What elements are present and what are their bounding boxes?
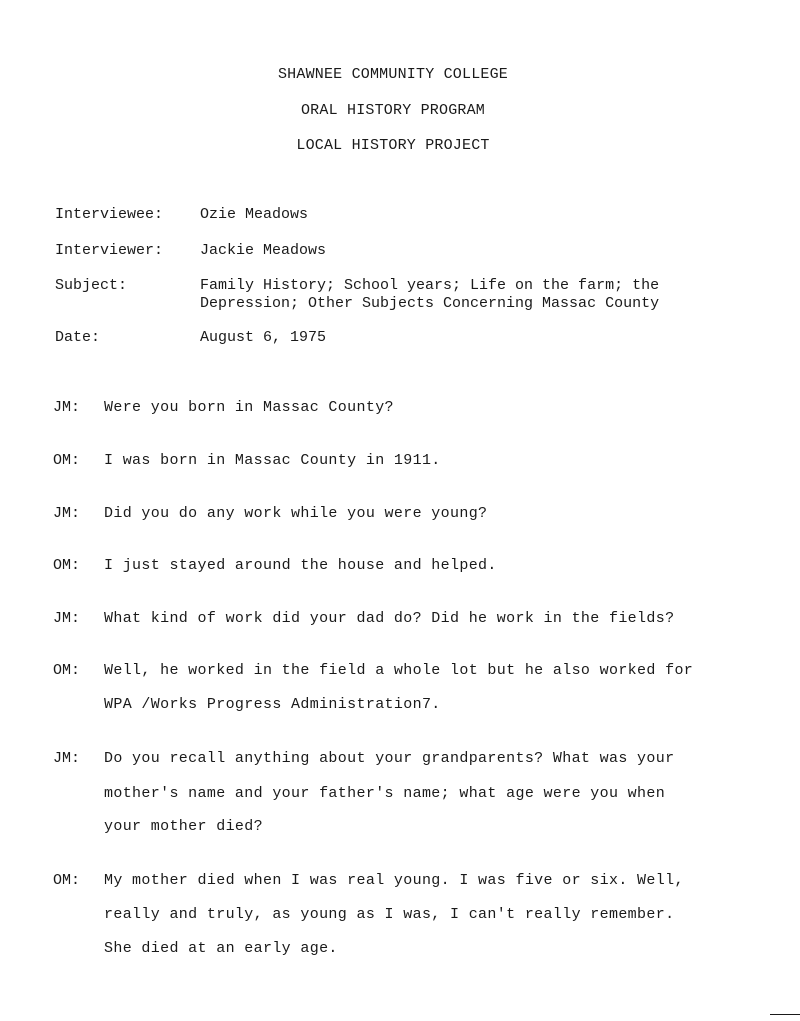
transcript-line: WPA /Works Progress Administration7. xyxy=(104,696,441,713)
transcript-line: She died at an early age. xyxy=(104,940,338,957)
interviewee-value: Ozie Meadows xyxy=(200,206,309,223)
speaker-label: OM: xyxy=(53,872,81,889)
transcript-line: Did you do any work while you were young? xyxy=(104,505,488,522)
transcript-line: your mother died? xyxy=(104,818,263,835)
speaker-label: JM: xyxy=(53,610,81,627)
project-title: LOCAL HISTORY PROJECT xyxy=(296,137,490,154)
speaker-label: JM: xyxy=(53,399,81,416)
speaker-label: JM: xyxy=(53,505,81,522)
subject-line-1: Family History; School years; Life on the farm; the xyxy=(200,277,660,294)
transcript-line: Were you born in Massac County? xyxy=(104,399,394,416)
interviewee-label: Interviewee: xyxy=(55,206,164,223)
transcript-line: What kind of work did your dad do? Did he work in the fields? xyxy=(104,610,675,627)
speaker-label: OM: xyxy=(53,452,81,469)
date-value: August 6, 1975 xyxy=(200,329,327,346)
interviewer-value: Jackie Meadows xyxy=(200,242,327,259)
transcript-line: mother's name and your father's name; what age were you when xyxy=(104,785,666,802)
college-title: SHAWNEE COMMUNITY COLLEGE xyxy=(277,66,509,83)
transcript-line: Well, he worked in the field a whole lot but he also worked for xyxy=(104,662,694,679)
interviewer-label: Interviewer: xyxy=(55,242,164,259)
transcript-line: My mother died when I was real young. I was five or six. Well, xyxy=(104,872,684,889)
transcript-line: I just stayed around the house and helped. xyxy=(104,557,497,574)
speaker-label: OM: xyxy=(53,557,81,574)
transcript-line: really and truly, as young as I was, I can't really remember. xyxy=(104,906,675,923)
page-edge-mark xyxy=(770,1014,800,1015)
speaker-label: OM: xyxy=(53,662,81,679)
subject-line-2: Depression; Other Subjects Concerning Massac County xyxy=(200,295,660,312)
transcript-line: I was born in Massac County in 1911. xyxy=(104,452,441,469)
transcript-line: Do you recall anything about your grandparents? What was your xyxy=(104,750,675,767)
date-label: Date: xyxy=(55,329,101,346)
program-title: ORAL HISTORY PROGRAM xyxy=(300,102,486,119)
speaker-label: JM: xyxy=(53,750,81,767)
subject-label: Subject: xyxy=(55,277,128,294)
